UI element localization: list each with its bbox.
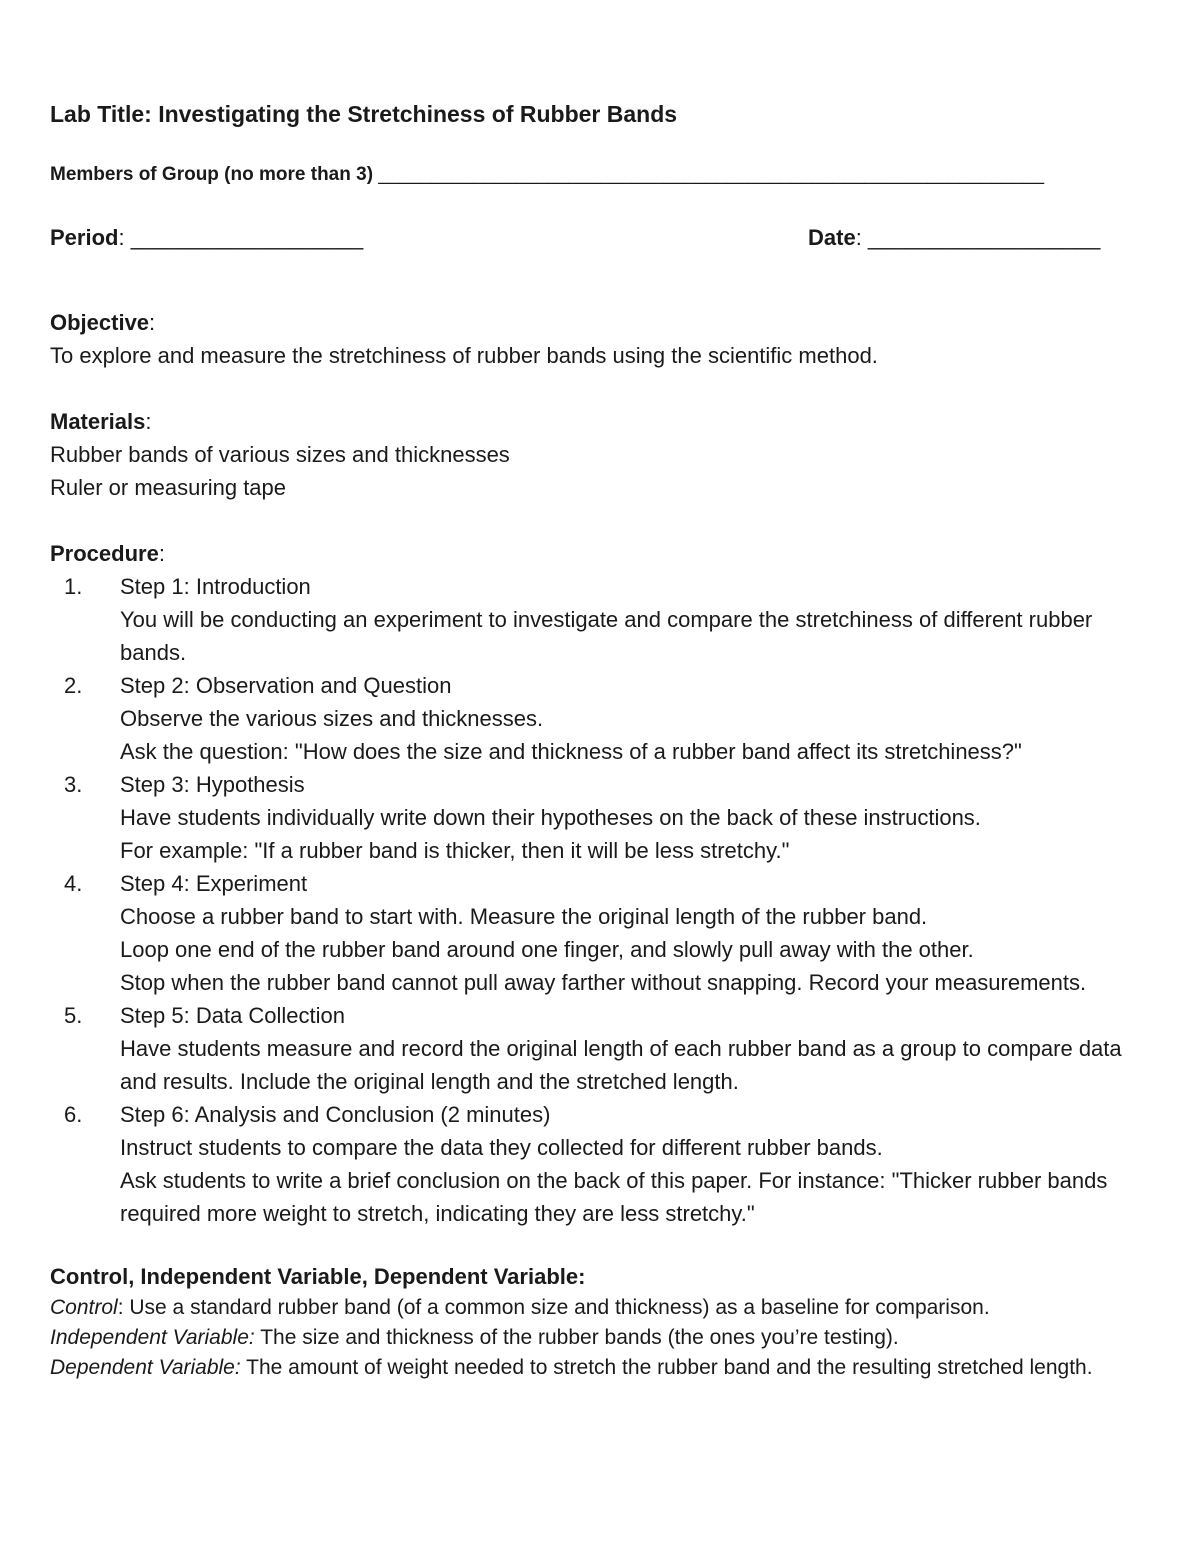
procedure-section: Procedure: 1. Step 1: Introduction You will be conducting an experiment to investigate and compare the stretchiness of different rubber bands. 2. Step 2: Observation and Question Observe the various sizes and thicknesses. Ask the question: "How does the size and thickness of a rubber band affect its stretchiness?" 3. Step 3: Hypothesis Have students individually write down their hypotheses on the back of these instructions. For example: "If a rubber band is thicker, then it will be less stretchy." 4. Step 4: Experiment Choose a rubber band to start with. Measure the original length of the rubber band. Loop one end of the rubber band around one finger, and slowly pull away with the other. Stop when the rubber band cannot pull away farther without snapping. Record your measurements. 5. Step 5: Data Collection Have students measure and record the original length of each rubber band as a group to compare data and results. Include the original length and the stretched length. 6. Step 6: Analysis and Conclusion (2 minutes) Instruct students to compare the data they collected for different rubber bands. Ask students to write a brief conclusion on the back of this paper. For instance: "Thicker rubber bands required more weight to stretch, indicating they are less stretchy."	[50, 537, 1140, 1230]
materials-heading: Materials	[50, 409, 146, 434]
objective-text: To explore and measure the stretchiness of rubber bands using the scientific method.	[50, 343, 878, 368]
step-text: You will be conducting an experiment to investigate and compare the stretchiness of different rubber bands.	[120, 607, 1093, 665]
members-label: Members of Group (no more than 3)	[50, 164, 374, 185]
materials-item: Rubber bands of various sizes and thicknesses	[50, 442, 510, 467]
date-field: Date: ___________________	[808, 225, 1101, 250]
step-text: Choose a rubber band to start with. Measure the original length of the rubber band.	[120, 904, 928, 929]
procedure-step	[50, 768, 1140, 867]
variables-section	[50, 1260, 1140, 1383]
step-title: Step 2: Observation and Question	[120, 673, 452, 698]
independent-line	[50, 1323, 1140, 1353]
procedure-step	[50, 867, 1140, 999]
procedure-step	[50, 669, 1140, 768]
control-term: Control	[50, 1296, 118, 1319]
period-blank: ___________________	[130, 225, 364, 250]
procedure-heading: Procedure	[50, 541, 159, 566]
objective-section: Objective: To explore and measure the stretchiness of rubber bands using the scientific method.	[50, 306, 1140, 372]
step-title: Step 3: Hypothesis	[120, 772, 305, 797]
step-text: Instruct students to compare the data they collected for different rubber bands.	[120, 1135, 883, 1160]
step-text: Observe the various sizes and thicknesses.	[120, 706, 544, 731]
objective-heading: Objective	[50, 310, 150, 335]
date-label: Date	[808, 225, 856, 250]
variables-heading: Control, Independent Variable, Dependent Variable:	[50, 1264, 586, 1289]
period-field: Period: ___________________	[50, 225, 364, 250]
lab-title: Lab Title: Investigating the Stretchiness of Rubber Bands	[50, 101, 678, 127]
independent-term: Independent Variable:	[50, 1326, 255, 1349]
step-text: Ask students to write a brief conclusion on the back of this paper. For instance: "Thicker rubber bands required more weight to stretch, indicating they are less stretchy."	[120, 1168, 1108, 1226]
step-text: For example: "If a rubber band is thicker, then it will be less stretchy."	[120, 838, 790, 863]
procedure-step	[50, 570, 1140, 669]
dependent-term: Dependent Variable:	[50, 1356, 241, 1379]
date-blank: ___________________	[867, 225, 1101, 250]
step-number: 4.	[64, 871, 83, 896]
step-text: Have students individually write down their hypotheses on the back of these instructions.	[120, 805, 981, 830]
step-text: Have students measure and record the original length of each rubber band as a group to compare data and results. Include the original length and the stretched length.	[120, 1036, 1122, 1094]
variables-list	[50, 1293, 1140, 1383]
members-blank: _______________________________________________________________	[378, 164, 1045, 185]
step-number: 1.	[64, 574, 83, 599]
step-text: Stop when the rubber band cannot pull away farther without snapping. Record your measurements.	[120, 970, 1087, 995]
step-text: Loop one end of the rubber band around one finger, and slowly pull away with the other.	[120, 937, 974, 962]
step-text: Ask the question: "How does the size and thickness of a rubber band affect its stretchiness?"	[120, 739, 1022, 764]
materials-section: Materials: Rubber bands of various sizes and thicknesses Ruler or measuring tape	[50, 405, 1140, 504]
dependent-line	[50, 1353, 1140, 1383]
procedure-step	[50, 1098, 1140, 1230]
step-number: 6.	[64, 1102, 83, 1127]
dependent-text: The amount of weight needed to stretch the rubber band and the resulting stretched length.	[240, 1356, 1093, 1379]
step-title: Step 6: Analysis and Conclusion (2 minutes)	[120, 1102, 551, 1127]
members-field	[50, 160, 1140, 190]
step-title: Step 5: Data Collection	[120, 1003, 346, 1028]
period-date-row	[50, 222, 1140, 254]
independent-text: The size and thickness of the rubber bands (the ones you’re testing).	[254, 1326, 899, 1349]
step-number: 2.	[64, 673, 83, 698]
control-line	[50, 1293, 1140, 1323]
step-number: 3.	[64, 772, 83, 797]
step-title: Step 1: Introduction	[120, 574, 311, 599]
step-number: 5.	[64, 1003, 83, 1028]
step-title: Step 4: Experiment	[120, 871, 308, 896]
materials-item: Ruler or measuring tape	[50, 475, 287, 500]
procedure-steps	[50, 570, 1140, 1230]
period-label: Period	[50, 225, 119, 250]
control-text: : Use a standard rubber band (of a common size and thickness) as a baseline for comparison.	[117, 1296, 990, 1319]
lab-document	[50, 96, 1140, 1383]
procedure-step	[50, 999, 1140, 1098]
